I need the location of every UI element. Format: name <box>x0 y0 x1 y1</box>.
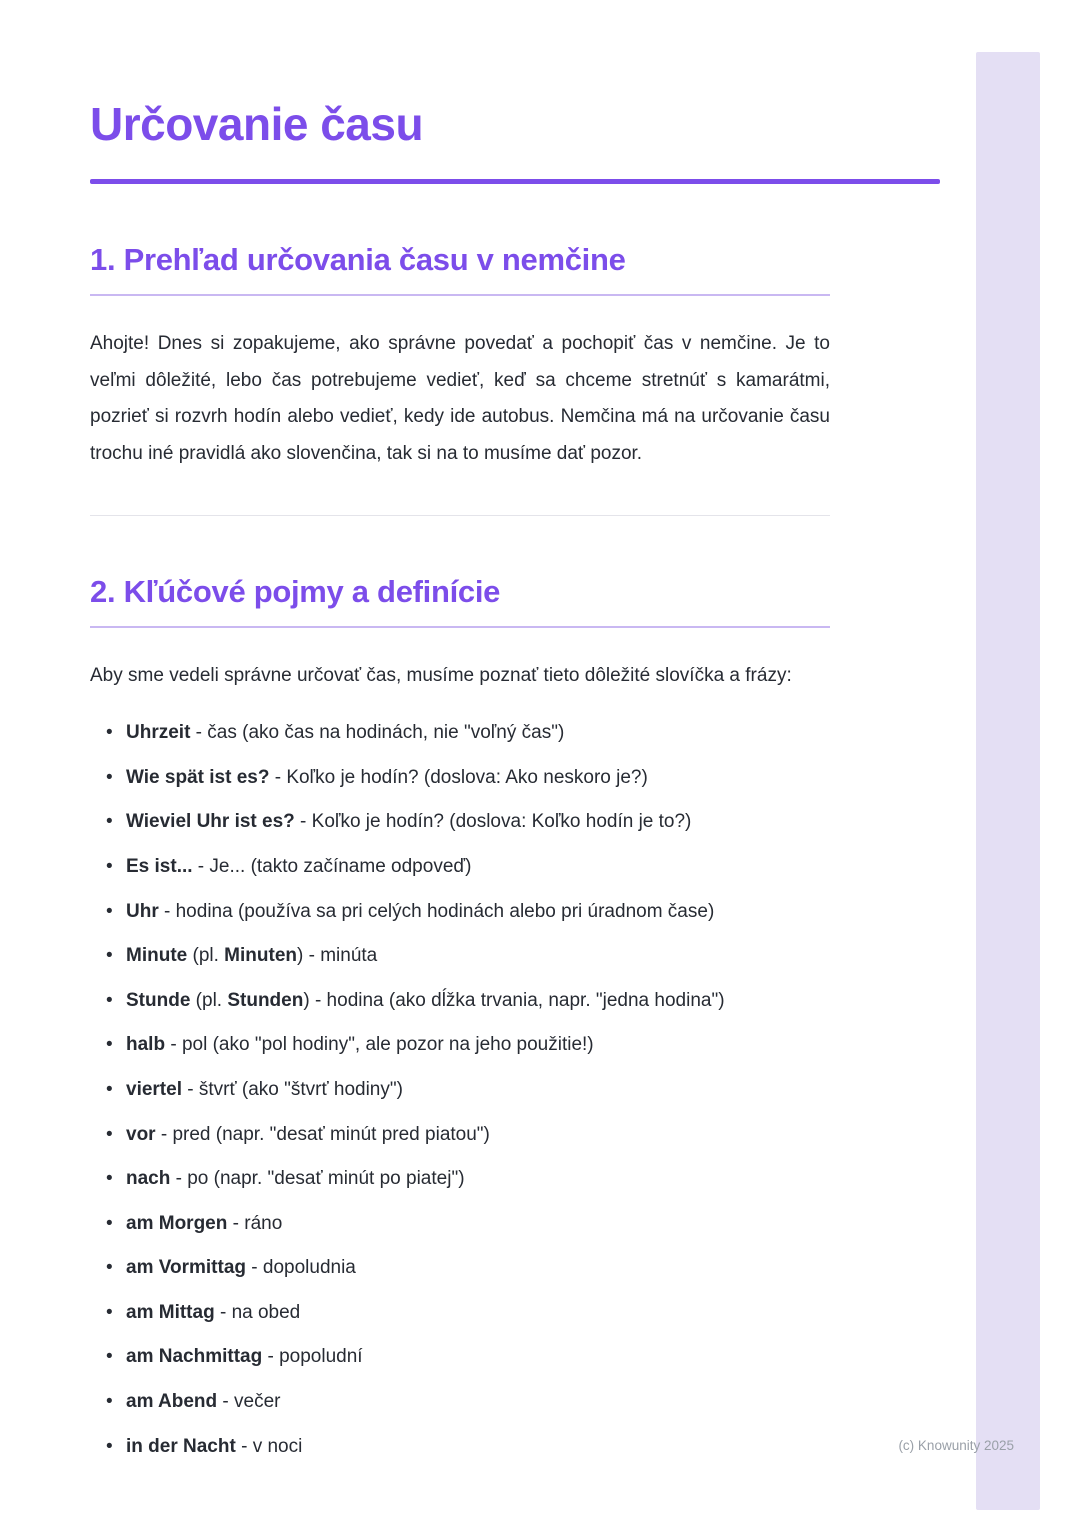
definition-text: - Koľko je hodín? (doslova: Ako neskoro je?) <box>269 766 648 788</box>
definition-text: - čas (ako čas na hodinách, nie "voľný čas") <box>190 722 565 744</box>
definition-text: - Je... (takto začíname odpoveď) <box>192 855 472 877</box>
list-item <box>106 854 830 881</box>
definition-text: - večer <box>217 1391 281 1413</box>
list-item <box>106 765 830 792</box>
definition-text: - Koľko je hodín? (doslova: Koľko hodín je to?) <box>294 811 692 833</box>
section-underline <box>90 294 830 296</box>
definition-text: - ráno <box>227 1212 283 1234</box>
definition-text: - pred (napr. "desať minút pred piatou") <box>155 1123 490 1145</box>
definition-text: ) - hodina (ako dĺžka trvania, napr. "jedna hodina") <box>303 989 725 1011</box>
definition-text: - hodina (používa sa pri celých hodinách alebo pri úradnom čase) <box>158 900 715 922</box>
list-item <box>106 1344 830 1371</box>
list-item <box>106 988 830 1015</box>
definition-text: (pl. <box>190 989 228 1011</box>
section-divider <box>90 515 830 516</box>
definition-text: - v noci <box>235 1435 303 1457</box>
term-text: halb <box>126 1034 166 1056</box>
term-text: Stunde <box>126 989 191 1011</box>
term-text: Stunden <box>227 989 304 1011</box>
list-item <box>106 1255 830 1282</box>
term-text: am Vormittag <box>126 1257 247 1279</box>
definition-text: - štvrť (ako "štvrť hodiny") <box>181 1078 403 1100</box>
list-item <box>106 1434 830 1461</box>
definition-text: ) - minúta <box>297 945 378 967</box>
definition-text: - pol (ako "pol hodiny", ale pozor na jeho použitie!) <box>165 1034 594 1056</box>
key-terms-intro: Aby sme vedeli správne určovať čas, musíme poznať tieto dôležité slovíčka a frázy: <box>90 664 792 686</box>
term-text: Wie spät ist es? <box>126 766 270 788</box>
list-item <box>106 943 830 970</box>
term-text: Uhr <box>126 900 159 922</box>
list-item <box>106 899 830 926</box>
page-title: Určovanie času <box>90 98 424 150</box>
side-accent-band <box>976 52 1040 1510</box>
term-text: am Mittag <box>126 1301 215 1323</box>
term-text: nach <box>126 1168 171 1190</box>
list-item <box>106 1032 830 1059</box>
term-text: Es ist... <box>126 855 193 877</box>
document-content <box>90 0 830 1478</box>
term-text: Minuten <box>224 945 297 967</box>
term-text: am Nachmittag <box>126 1346 263 1368</box>
definition-text: - popoludní <box>262 1346 363 1368</box>
term-text: am Abend <box>126 1391 218 1413</box>
term-text: Wieviel Uhr ist es? <box>126 811 295 833</box>
definition-text: - na obed <box>214 1301 301 1323</box>
list-item <box>106 1166 830 1193</box>
term-text: viertel <box>126 1078 182 1100</box>
list-item <box>106 1122 830 1149</box>
definition-text: (pl. <box>187 945 225 967</box>
list-item <box>106 1077 830 1104</box>
list-item <box>106 809 830 836</box>
section-underline <box>90 626 830 628</box>
key-terms-list <box>90 720 830 1460</box>
list-item <box>106 1300 830 1327</box>
term-text: Minute <box>126 945 188 967</box>
section-heading-overview: 1. Prehľad určovania času v nemčine <box>90 241 626 277</box>
footer-credit: (c) Knowunity 2025 <box>898 1438 1014 1453</box>
section-heading-key-terms: 2. Kľúčové pojmy a definície <box>90 573 501 609</box>
term-text: in der Nacht <box>126 1435 236 1457</box>
list-item <box>106 1389 830 1416</box>
definition-text: - dopoludnia <box>246 1257 356 1279</box>
term-text: am Morgen <box>126 1212 228 1234</box>
overview-paragraph: Ahojte! Dnes si zopakujeme, ako správne povedať a pochopiť čas v nemčine. Je to veľmi dôležité, lebo čas potrebujeme vedieť, keď sa chceme stretnúť s kamarátmi, pozrieť si rozvrh hodín alebo vedieť, kedy ide autobus. Nemčina má na určovanie času trochu iné pravidlá ako slovenčina, tak si na to musíme dať pozor. <box>90 332 830 464</box>
list-item <box>106 1211 830 1238</box>
term-text: Uhrzeit <box>126 722 191 744</box>
title-rule <box>90 179 940 184</box>
list-item <box>106 720 830 747</box>
term-text: vor <box>126 1123 156 1145</box>
definition-text: - po (napr. "desať minút po piatej") <box>170 1168 465 1190</box>
